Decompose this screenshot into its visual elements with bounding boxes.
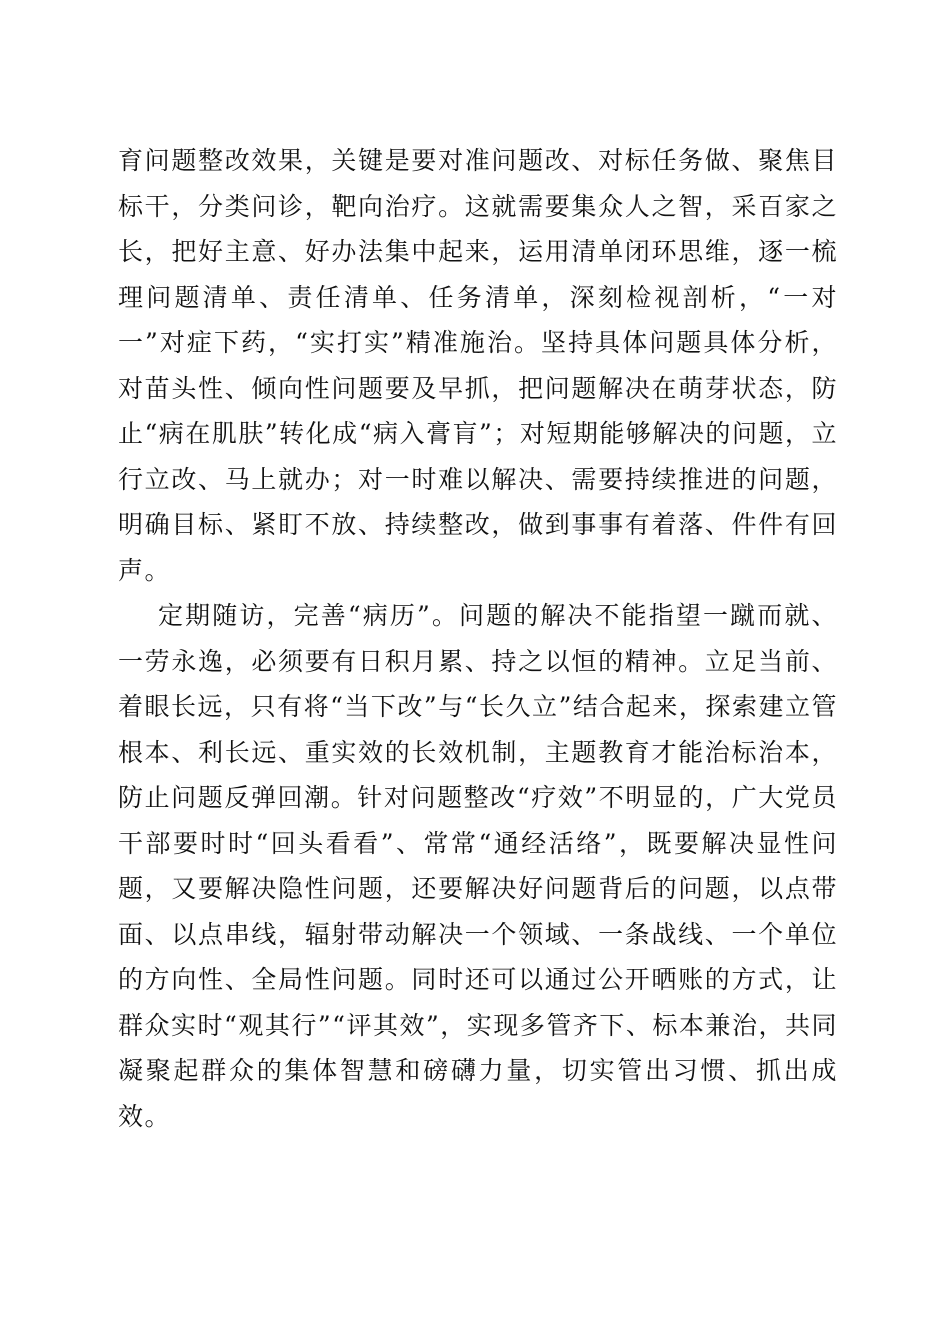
paragraph-continued: 育问题整改效果，关键是要对准问题改、对标任务做、聚焦目标干，分类问诊，靶向治疗。这就需要集众人之智，采百家之长，把好主意、好办法集中起来，运用清单闭环思维，逐一梳理问题清单、责任清单、任务清单，深刻检视剖析，“一对一”对症下药，“实打实”精准施治。坚持具体问题具体分析，对苗头性、倾向性问题要及早抓，把问题解决在萌芽状态，防止“病在肌肤”转化成“病入膏肓”；对短期能够解决的问题，立行立改、马上就办；对一时难以解决、需要持续推进的问题，明确目标、紧盯不放、持续整改，做到事事有着落、件件有回声。: [118, 146, 838, 585]
document-body: [118, 138, 838, 1139]
paragraph-regular-followup: 定期随访，完善“病历”。问题的解决不能指望一蹴而就、一劳永逸，必须要有日积月累、持之以恒的精神。立足当前、着眼长远，只有将“当下改”与“长久立”结合起来，探索建立管根本、利长远、重实效的长效机制，主题教育才能治标治本，防止问题反弹回潮。针对问题整改“疗效”不明显的，广大党员干部要时时“回头看看”、常常“通经活络”，既要解决显性问题，又要解决隐性问题，还要解决好问题背后的问题，以点带面、以点串线，辐射带动解决一个领域、一条战线、一个单位的方向性、全局性问题。同时还可以通过公开晒账的方式，让群众实时“观其行”“评其效”，实现多管齐下、标本兼治，共同凝聚起群众的集体智慧和磅礴力量，切实管出习惯、抓出成效。: [118, 601, 838, 1131]
